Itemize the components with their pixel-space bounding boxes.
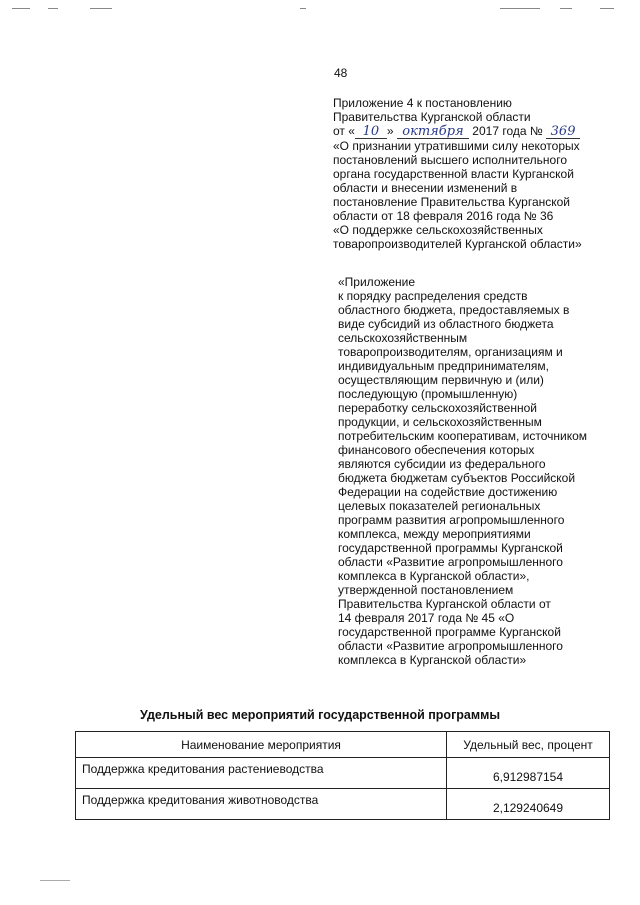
appendix-line: к порядку распределения средств	[338, 289, 528, 303]
appendix-line: комплекса в Курганской области»,	[338, 569, 530, 583]
appendix-line: утвержденной постановлением	[338, 583, 514, 597]
appendix-line: областного бюджета, предоставляемых в	[338, 303, 570, 317]
appendix-line: комплекса, между мероприятиями	[338, 527, 531, 541]
row-name: Поддержка кредитования животноводства	[76, 789, 447, 820]
annex-date-line	[333, 124, 633, 139]
annex-subject-line: органа государственной власти Курганской	[333, 167, 574, 181]
appendix-line: государственной программы Курганской	[338, 541, 563, 555]
appendix-line: целевых показателей региональных	[338, 499, 541, 513]
header-weight: Удельный вес, процент	[447, 732, 610, 758]
appendix-line: потребительским кооперативам, источником	[338, 429, 588, 443]
annex-line-1: Приложение 4 к постановлению	[333, 96, 512, 110]
annex-subject-line: постановление Правительства Курганской	[333, 195, 571, 209]
scan-artifact-bottom	[40, 880, 70, 881]
appendix-line: 14 февраля 2017 года № 45 «О	[338, 611, 515, 625]
handwritten-day: 10	[355, 126, 387, 139]
row-value: 6,912987154	[447, 758, 610, 789]
appendix-line: области «Развитие агропромышленного	[338, 639, 563, 653]
table-title: Удельный вес мероприятий государственной программы	[139, 708, 501, 722]
appendix-line: комплекса в Курганской области»	[338, 653, 527, 667]
annex-subject-line: товаропроизводителей Курганской области»	[333, 237, 582, 251]
row-name: Поддержка кредитования растениеводства	[76, 758, 447, 789]
date-mid: »	[386, 124, 394, 138]
page-number: 48	[334, 66, 348, 80]
appendix-line: продукции, и сельскохозяйственным	[338, 415, 542, 429]
row-value: 2,129240649	[447, 789, 610, 820]
annex-subject-line: «О поддержке сельскохозяйственных	[333, 223, 543, 237]
handwritten-month: октября	[397, 126, 469, 139]
table-header-row	[76, 732, 610, 758]
appendix-line: сельскохозяйственным	[338, 331, 468, 345]
date-prefix: от «	[333, 124, 355, 138]
appendix-line: государственной программе Курганской	[338, 625, 561, 639]
year-text: 2017 года №	[472, 124, 543, 138]
appendix-line: осуществляющим первичную и (или)	[338, 373, 544, 387]
appendix-line: бюджета бюджетам субъектов Российской	[338, 471, 576, 485]
appendix-line: Федерации на содействие достижению	[338, 485, 558, 499]
handwritten-number: 369	[546, 126, 580, 139]
annex-header	[333, 96, 633, 251]
table-row	[76, 789, 610, 820]
appendix-line: «Приложение	[338, 275, 416, 289]
annex-subject	[333, 139, 633, 251]
annex-line-2: Правительства Курганской области	[333, 110, 531, 124]
header-event-name: Наименование мероприятия	[76, 732, 447, 758]
annex-subject-line: постановлений высшего исполнительного	[333, 153, 567, 167]
annex-subject-line: области и внесении изменений в	[333, 181, 518, 195]
annex-subject-line: области от 18 февраля 2016 года № 36	[333, 209, 554, 223]
appendix-line: товаропроизводителям, организациям и	[338, 345, 563, 359]
appendix-line: виде субсидий из областного бюджета	[338, 317, 554, 331]
scan-artifact-top	[0, 8, 640, 10]
annex-subject-line: «О признании утратившими силу некоторых	[333, 139, 580, 153]
appendix-line: последующую (промышленную)	[338, 387, 518, 401]
appendix-line: индивидуальным предпринимателям,	[338, 359, 549, 373]
appendix-line: переработку сельскохозяйственной	[338, 401, 537, 415]
appendix-line: Правительства Курганской области от	[338, 597, 551, 611]
appendix-line: являются субсидии из федерального	[338, 457, 546, 471]
appendix-caption	[338, 275, 628, 667]
appendix-line: финансового обеспечения которых	[338, 443, 535, 457]
table-row	[76, 758, 610, 789]
appendix-line: программ развития агропромышленного	[338, 513, 565, 527]
appendix-line: области «Развитие агропромышленного	[338, 555, 563, 569]
weights-table	[75, 731, 610, 820]
